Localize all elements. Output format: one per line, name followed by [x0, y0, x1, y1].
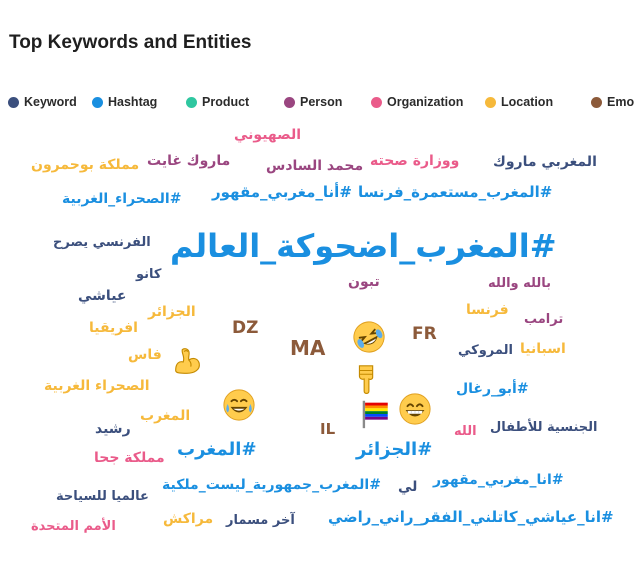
word-cloud-term-emo[interactable]: DZ — [232, 318, 259, 338]
word-cloud-term-person[interactable]: تبون — [348, 274, 380, 290]
legend — [8, 94, 634, 110]
word-cloud-term-keyword[interactable]: الجنسية للأطفال — [490, 420, 598, 435]
word-cloud-term-organization[interactable]: الأمم المتحدة — [31, 519, 116, 534]
word-cloud-term-keyword[interactable]: المغربي ماروك — [493, 154, 597, 170]
word-cloud-term-hashtag[interactable]: #أبو_رغال — [456, 381, 529, 397]
backhand-index-pointing-down-icon[interactable] — [350, 362, 384, 396]
word-cloud-term-emo[interactable]: FR — [412, 324, 437, 344]
chart-title: Top Keywords and Entities — [9, 32, 252, 53]
word-cloud-term-location[interactable]: مراكش — [163, 511, 214, 527]
word-cloud-term-organization[interactable]: الصهيوني — [234, 127, 302, 143]
legend-item-keyword[interactable] — [8, 94, 77, 110]
legend-label: Product — [202, 95, 250, 109]
word-cloud-term-hashtag[interactable]: #أنا_مغربي_مقهور — [212, 183, 352, 201]
smiling-face-with-tears-icon[interactable] — [222, 388, 256, 422]
word-cloud-term-keyword[interactable]: آخر مسمار — [226, 513, 295, 528]
word-cloud-term-person[interactable]: محمد السادس — [266, 158, 364, 174]
word-cloud-term-keyword[interactable]: كانو — [136, 267, 162, 282]
word-cloud-term-hashtag[interactable]: #المغرب_مستعمرة_فرنسا — [358, 183, 553, 201]
word-cloud-term-location[interactable]: المغرب — [140, 408, 191, 424]
word-cloud-term-hashtag[interactable]: #انا_مغربي_مقهور — [433, 472, 564, 488]
word-cloud-term-person[interactable]: ترامب — [524, 312, 564, 327]
word-cloud-term-keyword[interactable]: عالميا للسياحة — [56, 489, 149, 504]
legend-dot-icon — [485, 97, 496, 108]
flexed-biceps-icon[interactable] — [170, 344, 204, 378]
word-cloud-term-hashtag[interactable]: #الصحراء_الغربية — [62, 191, 182, 207]
legend-item-emo[interactable] — [591, 94, 634, 110]
word-cloud-term-keyword[interactable]: المروكي — [458, 343, 513, 358]
word-cloud-term-organization[interactable]: مملكة جحا — [94, 450, 165, 466]
word-cloud-term-hashtag[interactable]: #الجزائر — [356, 439, 433, 460]
legend-dot-icon — [186, 97, 197, 108]
word-cloud-term-location[interactable]: فرنسا — [466, 302, 509, 318]
legend-label: Organization — [387, 95, 464, 109]
word-cloud-term-hashtag[interactable]: #المغرب — [177, 439, 257, 460]
legend-item-hashtag[interactable] — [92, 94, 157, 110]
legend-dot-icon — [284, 97, 295, 108]
legend-label: Emo — [607, 95, 634, 109]
word-cloud-term-emo[interactable]: IL — [320, 420, 336, 438]
legend-label: Location — [501, 95, 554, 109]
word-cloud-term-location[interactable]: مملكة بوحمرون — [31, 157, 140, 173]
word-cloud-term-location[interactable]: اسبانيا — [520, 341, 566, 357]
rolling-on-floor-laughing-icon[interactable] — [352, 320, 386, 354]
word-cloud-term-keyword[interactable]: رشيد — [95, 421, 131, 437]
legend-label: Keyword — [24, 95, 77, 109]
word-cloud-term-organization[interactable]: الله — [454, 424, 477, 439]
word-cloud-term-keyword[interactable]: لي — [398, 479, 418, 495]
word-cloud-term-person[interactable]: ماروك غايت — [147, 153, 231, 169]
legend-item-location[interactable] — [485, 94, 553, 110]
legend-dot-icon — [92, 97, 103, 108]
legend-label: Person — [300, 95, 343, 109]
legend-dot-icon — [371, 97, 382, 108]
legend-dot-icon — [8, 97, 19, 108]
word-cloud-term-person[interactable]: بالله والله — [488, 276, 551, 291]
word-cloud-term-emo[interactable]: MA — [290, 336, 326, 360]
rainbow-flag-icon[interactable] — [358, 397, 392, 431]
legend-label: Hashtag — [108, 95, 158, 109]
word-cloud-term-location[interactable]: فاس — [128, 347, 162, 363]
word-cloud-term-location[interactable]: الصحراء الغربية — [44, 378, 150, 394]
word-cloud-term-organization[interactable]: ووزارة صحته — [370, 153, 460, 169]
word-cloud-term-location[interactable]: افريقيا — [89, 320, 138, 336]
legend-item-product[interactable] — [186, 94, 249, 110]
word-cloud-term-hashtag[interactable]: #المغرب_اضحوكة_العالم — [170, 227, 557, 265]
legend-dot-icon — [591, 97, 602, 108]
word-cloud-term-location[interactable]: الجزائر — [148, 304, 196, 320]
grinning-face-icon[interactable] — [398, 392, 432, 426]
word-cloud-term-keyword[interactable]: الفرنسي يصرح — [53, 235, 151, 250]
word-cloud-term-keyword[interactable]: عياشي — [78, 288, 127, 304]
legend-item-organization[interactable] — [371, 94, 463, 110]
word-cloud-term-hashtag[interactable]: #المغرب_جمهورية_ليست_ملكية — [162, 477, 381, 493]
word-cloud — [0, 112, 614, 582]
word-cloud-term-hashtag[interactable]: #انا_عياشي_كاتلني_الفقر_راني_راضي — [328, 508, 614, 526]
legend-item-person[interactable] — [284, 94, 342, 110]
